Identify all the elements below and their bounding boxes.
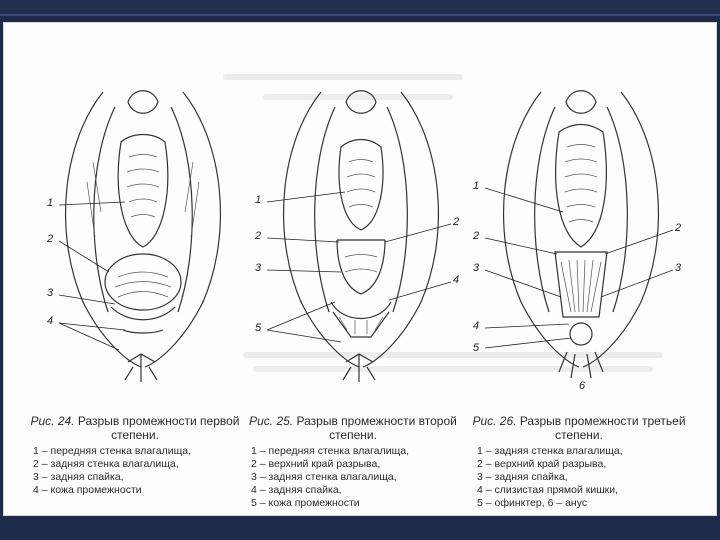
callout-marker: 2 bbox=[47, 233, 54, 245]
caption-item: 5 – кожа промежности bbox=[251, 497, 360, 509]
caption-item: 3 – задняя стенка влагалища, bbox=[251, 471, 397, 483]
figure-title: Разрыв промежности второй степени. bbox=[296, 414, 457, 442]
callout-marker: 6 bbox=[579, 380, 586, 392]
caption-item: 2 – задняя стенка влагалища, bbox=[33, 458, 179, 470]
callout-marker: 4 bbox=[453, 274, 460, 286]
figure-24-illustration bbox=[33, 62, 249, 402]
callout-marker: 3 bbox=[473, 262, 480, 274]
caption-item: 2 – верхний край разрыва, bbox=[477, 458, 607, 470]
figure-title: Разрыв промежности третьей степени. bbox=[519, 414, 686, 442]
caption-item: 3 – задняя спайка, bbox=[33, 471, 124, 483]
callout-marker: 2 bbox=[255, 230, 262, 242]
caption-item: 3 – задняя спайка, bbox=[477, 471, 568, 483]
figure-24-caption bbox=[25, 414, 245, 497]
callout-marker: 2 bbox=[473, 230, 480, 242]
callout-marker: 3 bbox=[255, 262, 262, 274]
callout-marker: 5 bbox=[473, 342, 480, 354]
figure-25-caption bbox=[243, 414, 463, 510]
caption-title bbox=[243, 414, 463, 442]
caption-item: 4 – кожа промежности bbox=[33, 484, 142, 496]
callout-marker: 2 bbox=[453, 216, 460, 228]
caption-item: 5 – офинктер, 6 – анус bbox=[477, 497, 588, 509]
caption-item: 2 – верхний край разрыва, bbox=[251, 458, 381, 470]
caption-item: 4 – задняя спайка, bbox=[251, 484, 342, 496]
caption-title bbox=[25, 414, 245, 442]
callout-marker: 3 bbox=[47, 287, 54, 299]
callout-marker: 4 bbox=[47, 315, 54, 327]
callout-marker: 4 bbox=[473, 320, 480, 332]
figure-25-illustration bbox=[251, 62, 467, 402]
callout-marker: 2 bbox=[675, 222, 682, 234]
figure-number: Рис. 26. bbox=[472, 414, 517, 428]
callout-marker: 3 bbox=[675, 262, 682, 274]
caption-item: 1 – передняя стенка влагалища, bbox=[33, 445, 191, 457]
figure-26-caption bbox=[469, 414, 689, 510]
caption-title bbox=[469, 414, 689, 442]
caption-item: 1 – задняя стенка влагалища, bbox=[477, 445, 623, 457]
top-strip bbox=[0, 0, 720, 16]
callout-marker: 1 bbox=[255, 194, 262, 206]
figure-26-illustration bbox=[471, 62, 687, 402]
figure-number: Рис. 25. bbox=[249, 414, 294, 428]
slide bbox=[3, 22, 717, 516]
callout-marker: 1 bbox=[473, 180, 480, 192]
callout-marker: 1 bbox=[47, 197, 54, 209]
caption-item: 1 – передняя стенка влагалища, bbox=[251, 445, 409, 457]
caption-item: 4 – слизистая прямой кишки, bbox=[477, 484, 619, 496]
callout-marker: 5 bbox=[255, 322, 262, 334]
figure-number: Рис. 24. bbox=[30, 414, 75, 428]
figure-title: Разрыв промежности первой степени. bbox=[77, 414, 240, 442]
